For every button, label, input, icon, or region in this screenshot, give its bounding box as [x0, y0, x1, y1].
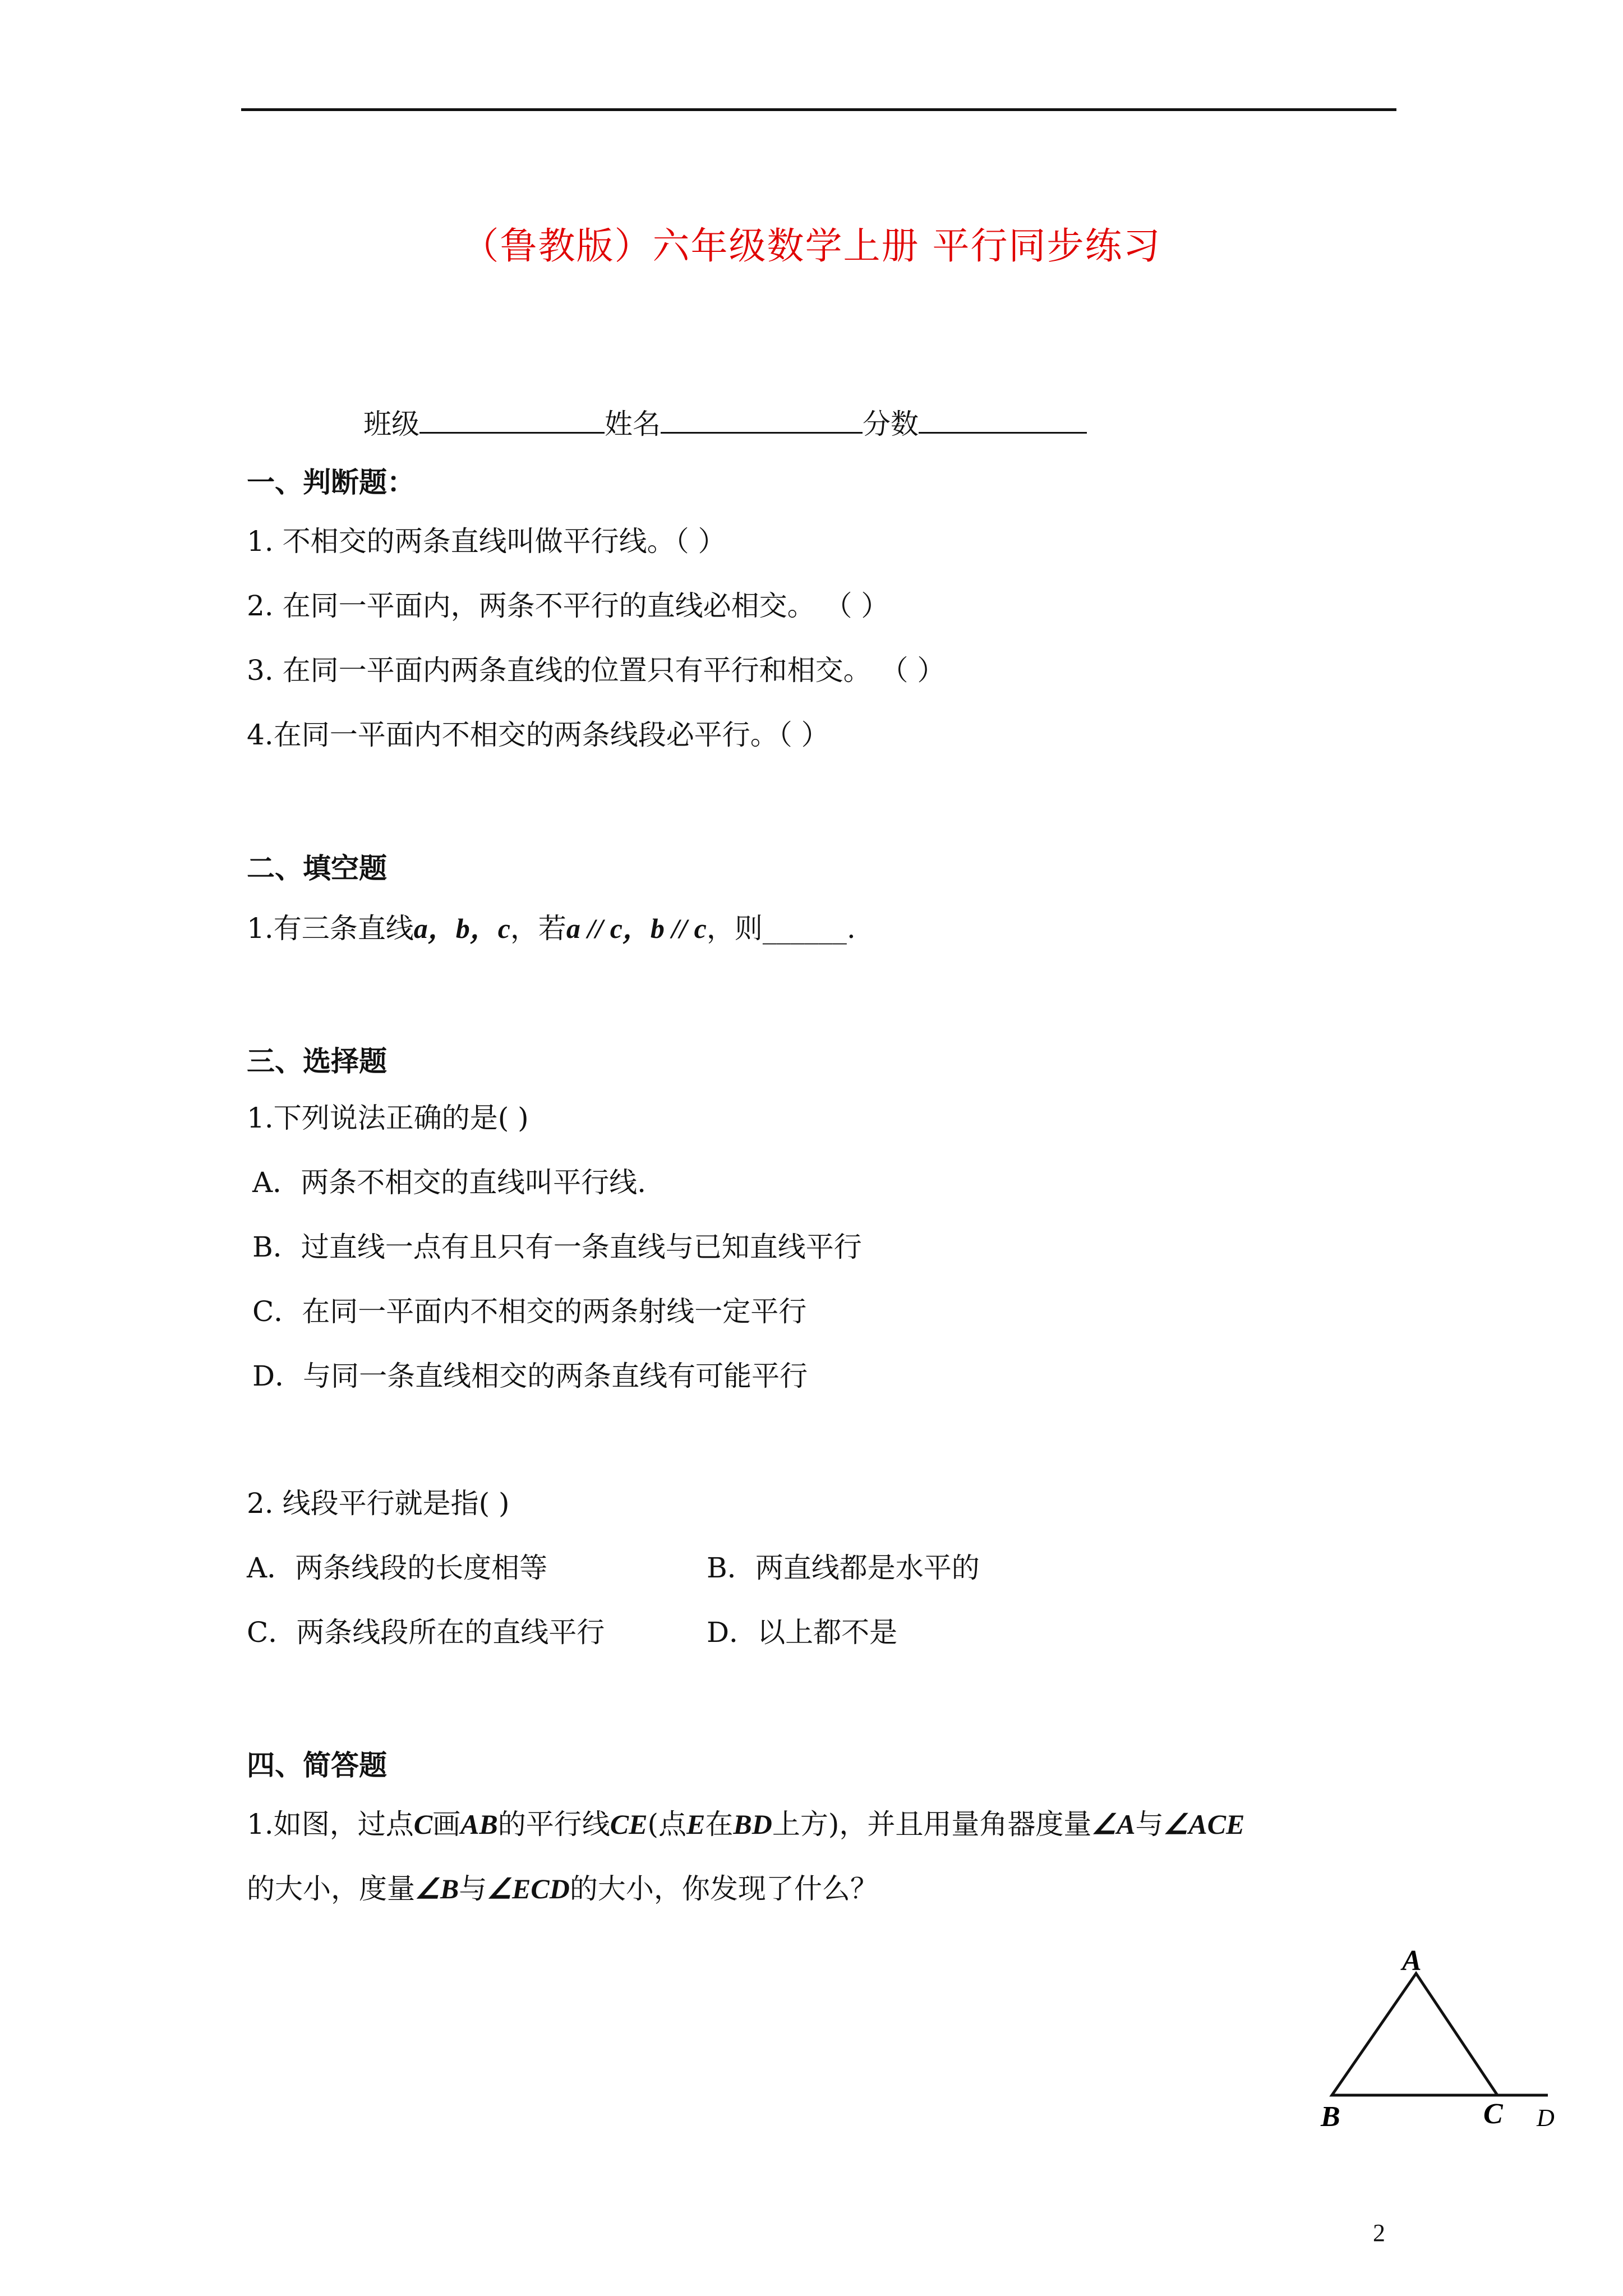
sa-text: 与	[459, 1872, 487, 1905]
fill-question-1	[247, 912, 856, 945]
document-title: （鲁教版）六年级数学上册 平行同步练习	[462, 224, 1161, 268]
sa-text: (点	[647, 1808, 686, 1841]
choice-q1-option-b: B．过直线一点有且只有一条直线与已知直线平行	[252, 1231, 862, 1263]
short-answer-q1-line2	[247, 1872, 878, 1906]
sa-angle-ace: ∠ACE	[1163, 1809, 1245, 1840]
class-blank[interactable]	[419, 406, 605, 434]
section-choice-heading: 三、选择题	[247, 1045, 387, 1078]
score-blank[interactable]	[919, 406, 1087, 434]
sa-text: 的大小，度量	[247, 1872, 415, 1905]
judgment-item-2: 2. 在同一平面内，两条不平行的直线必相交。 （ ）	[247, 590, 889, 622]
sa-angle-a: ∠A	[1091, 1809, 1136, 1840]
sa-line-ce: CE	[610, 1809, 648, 1840]
section-judgment-heading: 一、判断题：	[247, 466, 415, 499]
sa-text: 与	[1135, 1808, 1164, 1841]
fill-q1-text-b: ，若	[510, 912, 566, 945]
choice-q1-option-c: C．在同一平面内不相交的两条射线一定平行	[252, 1295, 807, 1328]
triangle-abc	[1332, 1973, 1497, 2095]
header-rule	[241, 108, 1396, 111]
sa-point-c: C	[413, 1809, 433, 1840]
name-blank[interactable]	[661, 406, 863, 434]
sa-text: 的大小，你发现了什么？	[569, 1872, 878, 1905]
triangle-figure	[1290, 1941, 1570, 2137]
section-short-answer-heading: 四、简答题	[247, 1749, 387, 1782]
sa-text: 的平行线	[497, 1808, 610, 1841]
judgment-item-3: 3. 在同一平面内两条直线的位置只有平行和相交。 （ ）	[247, 654, 946, 687]
choice-q2-stem: 2. 线段平行就是指( )	[247, 1487, 510, 1520]
page-number: 2	[1373, 2219, 1385, 2247]
short-answer-q1-line1	[247, 1807, 1244, 1841]
sa-angle-ecd: ∠ECD	[487, 1873, 570, 1904]
sa-point-e: E	[686, 1809, 706, 1840]
sa-text: 上方)，并且用量角器度量	[772, 1808, 1092, 1841]
name-label: 姓名	[605, 408, 661, 440]
sa-text: 画	[432, 1808, 461, 1841]
choice-q2-option-b: B．两直线都是水平的	[707, 1552, 980, 1584]
class-label: 班级	[363, 408, 419, 440]
section-fill-heading: 二、填空题	[247, 852, 387, 885]
fill-q1-condition: a // c，b // c	[566, 913, 707, 944]
fill-q1-text-a: 1.有三条直线	[247, 912, 414, 945]
choice-q2-option-a: A．两条线段的长度相等	[247, 1552, 548, 1584]
sa-text: 在	[705, 1808, 734, 1841]
label-c: C	[1483, 2098, 1503, 2130]
judgment-item-1: 1. 不相交的两条直线叫做平行线。（ ）	[247, 525, 726, 558]
student-info-line	[363, 406, 1087, 441]
label-d: D	[1537, 2104, 1555, 2132]
choice-q1-option-d: D．与同一条直线相交的两条直线有可能平行	[252, 1360, 808, 1392]
choice-q1-option-a: A．两条不相交的直线叫平行线.	[252, 1166, 647, 1199]
fill-q1-text-c: ，则______.	[706, 912, 856, 945]
choice-q1-stem: 1.下列说法正确的是( )	[247, 1102, 529, 1134]
choice-q2-option-c: C．两条线段所在的直线平行	[247, 1616, 605, 1649]
sa-line-bd: BD	[733, 1809, 772, 1840]
judgment-item-4: 4.在同一平面内不相交的两条线段必平行。（ ）	[247, 719, 829, 751]
choice-q2-option-d: D．以上都不是	[707, 1616, 898, 1649]
label-a: A	[1402, 1945, 1422, 1977]
fill-q1-lines: a，b，c	[413, 913, 510, 944]
sa-text: 1.如图，过点	[247, 1808, 414, 1841]
label-b: B	[1321, 2101, 1340, 2133]
sa-line-ab: AB	[460, 1809, 498, 1840]
score-label: 分数	[863, 408, 919, 440]
sa-angle-b: ∠B	[415, 1873, 459, 1904]
